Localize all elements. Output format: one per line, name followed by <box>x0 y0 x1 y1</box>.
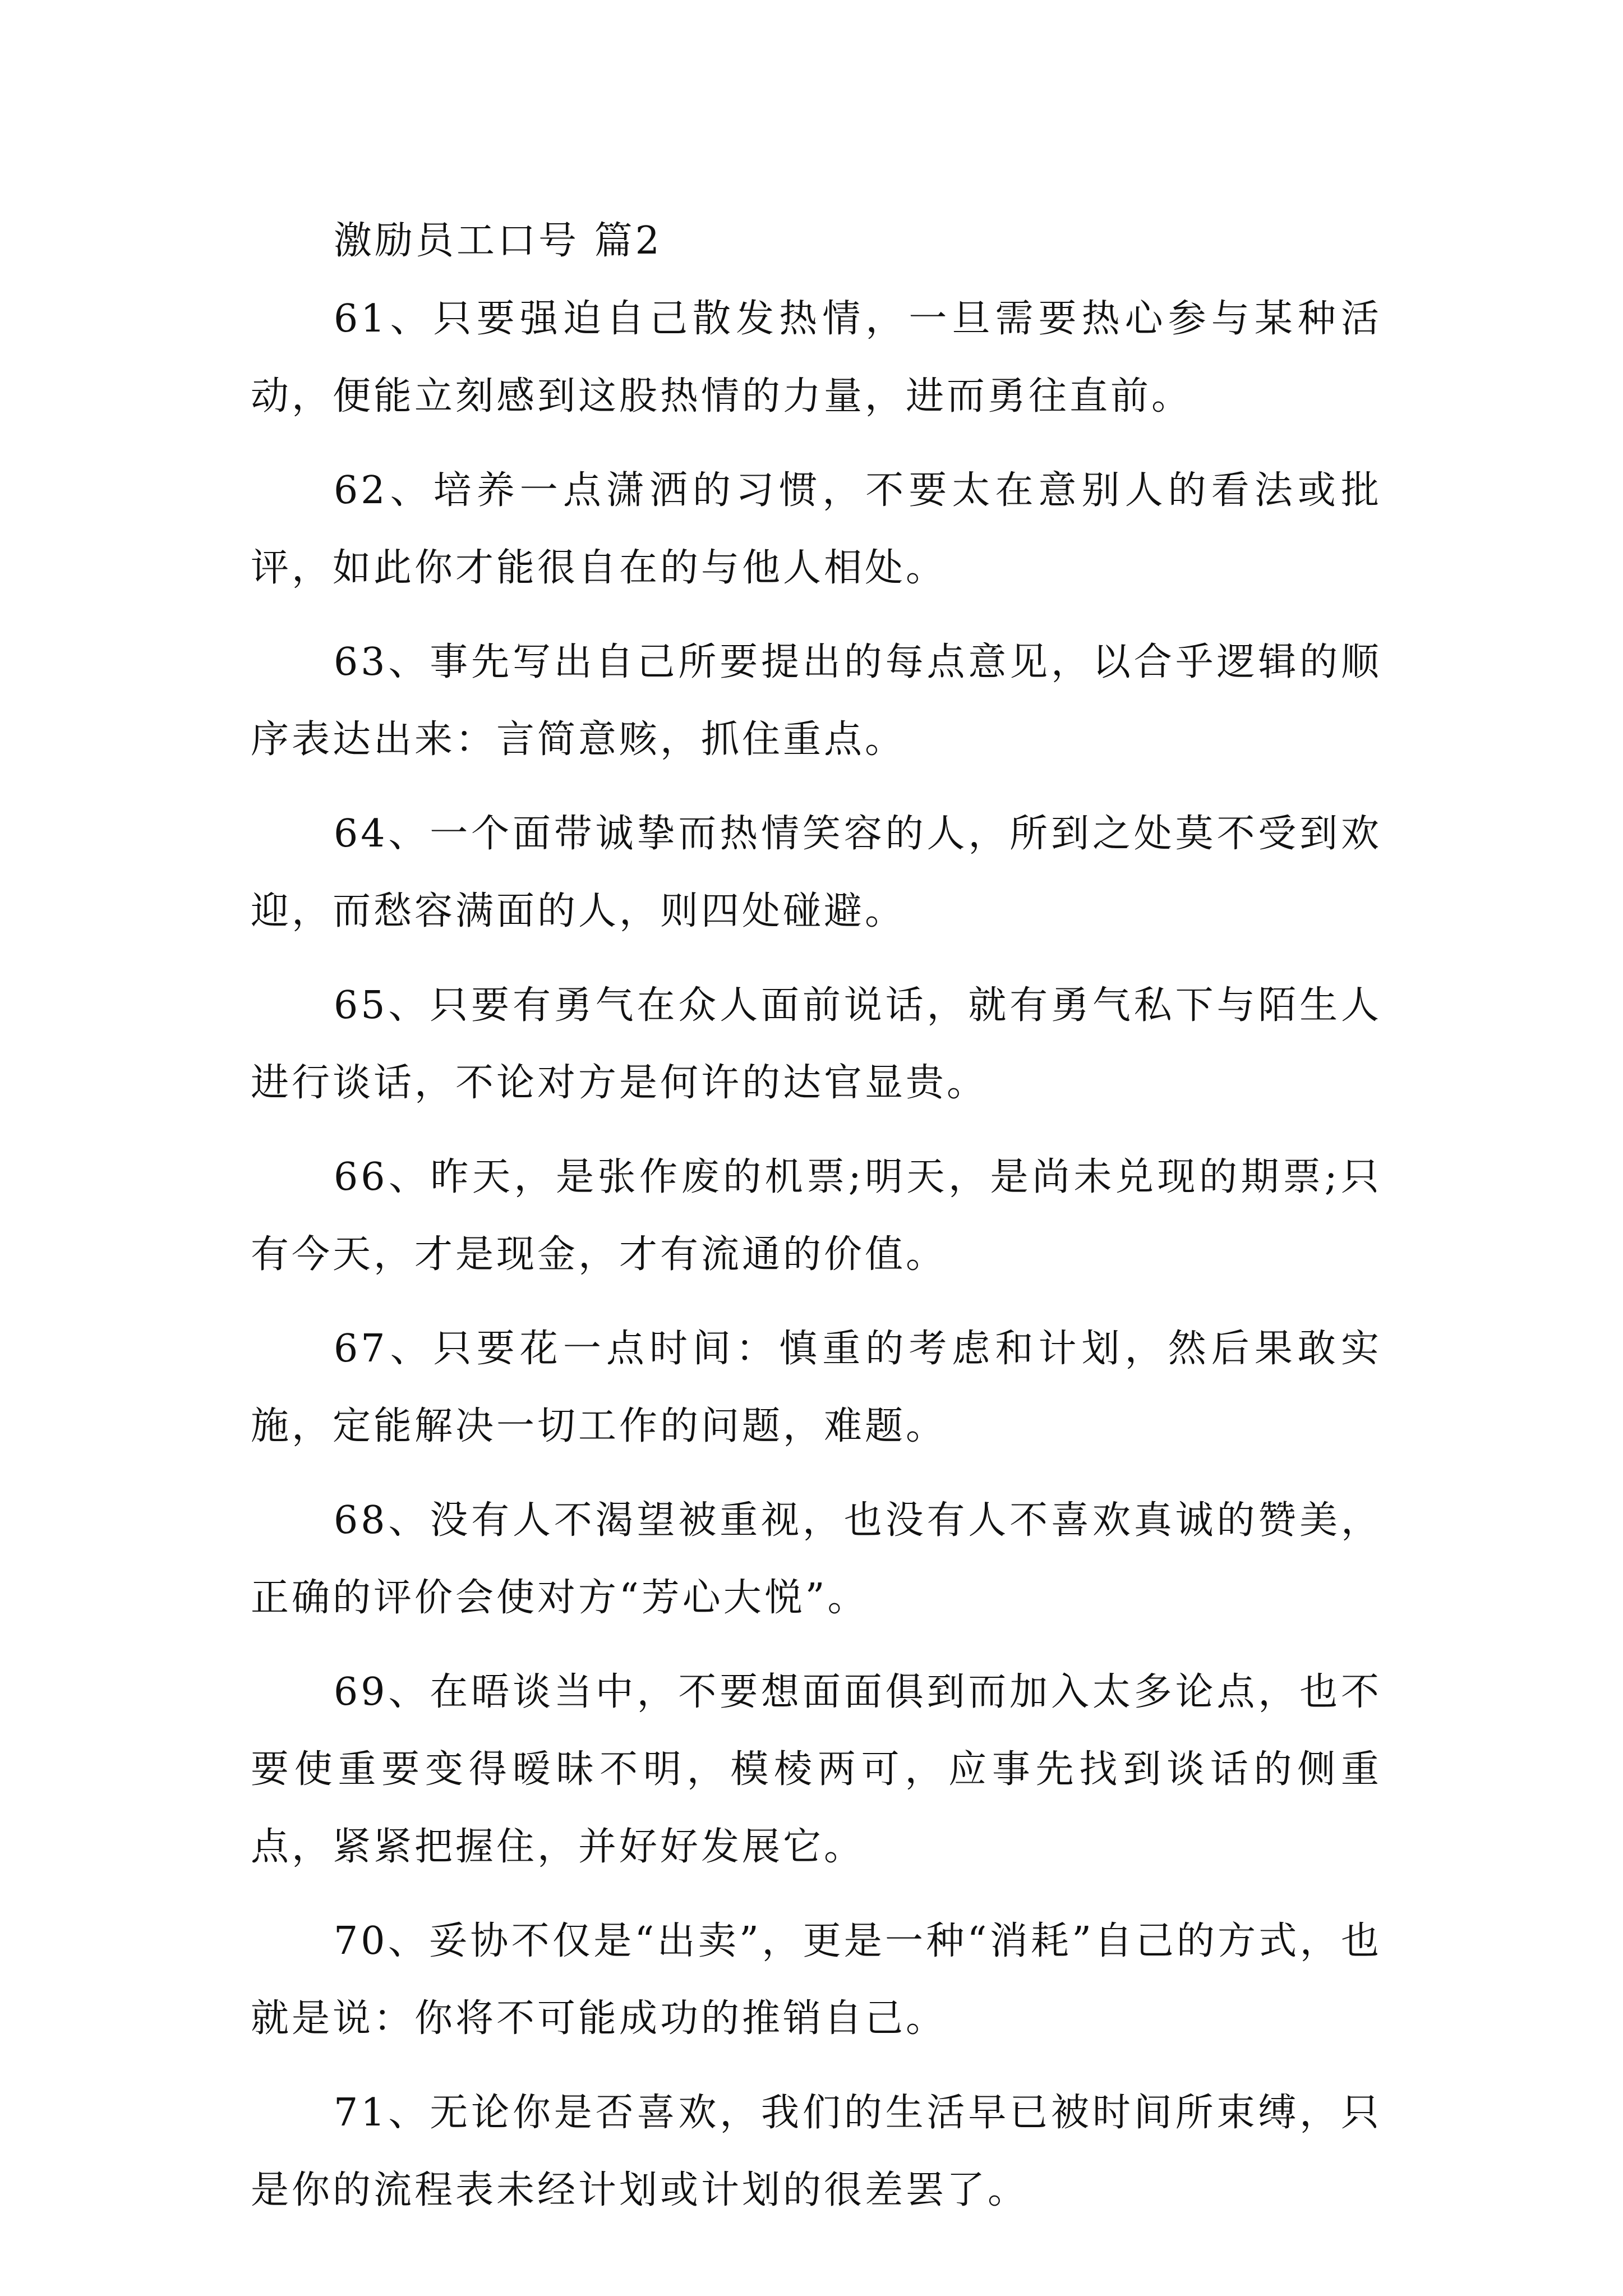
paragraph-64: 64、一个面带诚挚而热情笑容的人，所到之处莫不受到欢迎，而愁容满面的人，则四处碰避。 <box>251 812 1382 933</box>
paragraph-66: 66、昨天，是张作废的机票;明天，是尚未兑现的期票;只有今天，才是现金，才有流通的价值。 <box>251 1155 1382 1277</box>
paragraph-71: 71、无论你是否喜欢，我们的生活早已被时间所束缚，只是你的流程表未经计划或计划的很差罢了。 <box>251 2091 1382 2212</box>
paragraph-67: 67、只要花一点时间：慎重的考虑和计划，然后果敢实施，定能解决一切工作的问题，难题。 <box>251 1327 1382 1448</box>
paragraph-65: 65、只要有勇气在众人面前说话，就有勇气私下与陌生人进行谈话，不论对方是何许的达官显贵。 <box>251 983 1382 1105</box>
document-heading: 激励员工口号 篇2 <box>334 219 662 263</box>
paragraph-61: 61、只要强迫自己散发热情，一旦需要热心参与某种活动，便能立刻感到这股热情的力量，进而勇往直前。 <box>251 297 1382 418</box>
paragraph-70: 70、妥协不仅是“出卖”，更是一种“消耗”自己的方式，也就是说：你将不可能成功的推销自己。 <box>251 1919 1382 2041</box>
paragraph-62: 62、培养一点潇洒的习惯，不要太在意别人的看法或批评，如此你才能很自在的与他人相处。 <box>251 468 1382 590</box>
paragraph-68: 68、没有人不渴望被重视，也没有人不喜欢真诚的赞美，正确的评价会使对方“芳心大悦”。 <box>251 1498 1382 1620</box>
paragraph-63: 63、事先写出自己所要提出的每点意见，以合乎逻辑的顺序表达出来：言简意赅，抓住重点。 <box>251 640 1382 762</box>
document-body <box>251 208 1382 2246</box>
paragraph-69: 69、在晤谈当中，不要想面面俱到而加入太多论点，也不要使重要变得暧昧不明，模棱两可，应事先找到谈话的侧重点，紧紧把握住，并好好发展它。 <box>251 1670 1382 1869</box>
